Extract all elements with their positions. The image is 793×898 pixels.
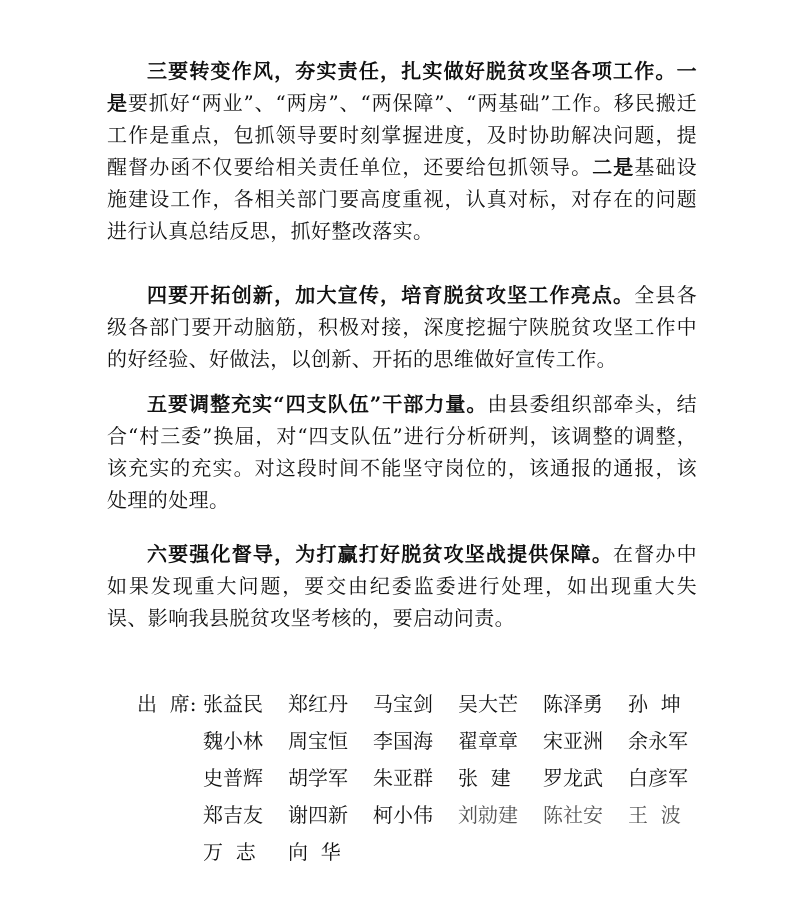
attendee-name: 郑吉友 <box>203 803 263 827</box>
attendee-name: 余永军 <box>628 729 688 753</box>
attendee-name: 罗龙武 <box>543 766 603 790</box>
attendee-name: 向 华 <box>288 840 341 864</box>
attendee-name: 朱亚群 <box>373 766 433 790</box>
attendee-name: 谢四新 <box>288 803 348 827</box>
attendee-name: 白彦军 <box>628 766 688 790</box>
paragraph-six <box>107 538 697 634</box>
segment-text: 在督办中如果发现重大问题，要交由纪委监委进行处理，如出现重大失误、影响我县脱贫攻坚考核的，要启动问责。 <box>107 542 697 630</box>
segment-text: 要抓好“两业”、“两房”、“两保障”、“两基础”工作。移民搬迁工作是重点，包抓领导要时刻掌握进度，及时协助解决问题，提醒督办函不仅要给相关责任单位，还要给包抓领导。 <box>107 91 697 179</box>
attendee-name: 魏小林 <box>203 729 263 753</box>
paragraph-heading: 五要调整充实“四支队伍”干部力量。 <box>147 392 488 416</box>
attendee-name: 马宝剑 <box>373 692 433 716</box>
attendee-name: 张 建 <box>458 766 511 790</box>
paragraph-heading: 六要强化督导，为打赢打好脱贫攻坚战提供保障。 <box>147 542 614 566</box>
segment-text: 基础设施建设工作，各相关部门要高度重视，认真对标，对存在的问题进行认真总结反思，抓好整改落实。 <box>107 155 697 243</box>
paragraph-four <box>107 279 697 375</box>
attendee-row <box>203 686 713 723</box>
attendee-name: 陈社安 <box>543 803 603 827</box>
attendee-name: 陈泽勇 <box>543 692 603 716</box>
attendee-name: 郑红丹 <box>288 692 348 716</box>
paragraph-heading: 四要开拓创新，加大宣传，培育脱贫攻坚工作亮点。 <box>147 283 635 307</box>
attendee-name: 柯小伟 <box>373 803 433 827</box>
attendee-name: 张益民 <box>203 692 263 716</box>
attendee-row <box>203 760 713 797</box>
attendee-row <box>203 723 713 760</box>
attendee-name: 万 志 <box>203 840 256 864</box>
paragraph-five <box>107 388 697 516</box>
attendee-name: 史普辉 <box>203 766 263 790</box>
attendee-row <box>203 834 713 871</box>
attendee-name: 王 波 <box>628 803 681 827</box>
segment-bold: 二是 <box>592 155 635 179</box>
attendee-list <box>203 686 713 871</box>
attendance-label: 出 席: <box>137 692 197 716</box>
segment-text: 全县各级各部门要开动脑筋，积极对接，深度挖掘宁陕脱贫攻坚工作中的好经验、好做法，以创新、开拓的思维做好宣传工作。 <box>107 283 698 371</box>
attendee-name: 李国海 <box>373 729 433 753</box>
segment-text: 由县委组织部牵头，结合“村三委”换届，对“四支队伍”进行分析研判，该调整的调整，该充实的充实。对这段时间不能坚守岗位的，该通报的通报，该处理的处理。 <box>107 392 698 512</box>
attendee-name: 翟章章 <box>458 729 518 753</box>
segment-bold: 一是 <box>107 59 697 115</box>
paragraph-three <box>107 55 697 247</box>
attendee-name: 周宝恒 <box>288 729 348 753</box>
paragraph-heading: 三要转变作风，夯实责任，扎实做好脱贫攻坚各项工作。 <box>147 59 677 83</box>
attendee-name: 孙 坤 <box>628 692 681 716</box>
attendee-name: 胡学军 <box>288 766 348 790</box>
attendee-name: 宋亚洲 <box>543 729 603 753</box>
attendee-name: 刘勍建 <box>458 803 518 827</box>
attendee-name: 吴大芒 <box>458 692 518 716</box>
attendee-row <box>203 797 713 834</box>
